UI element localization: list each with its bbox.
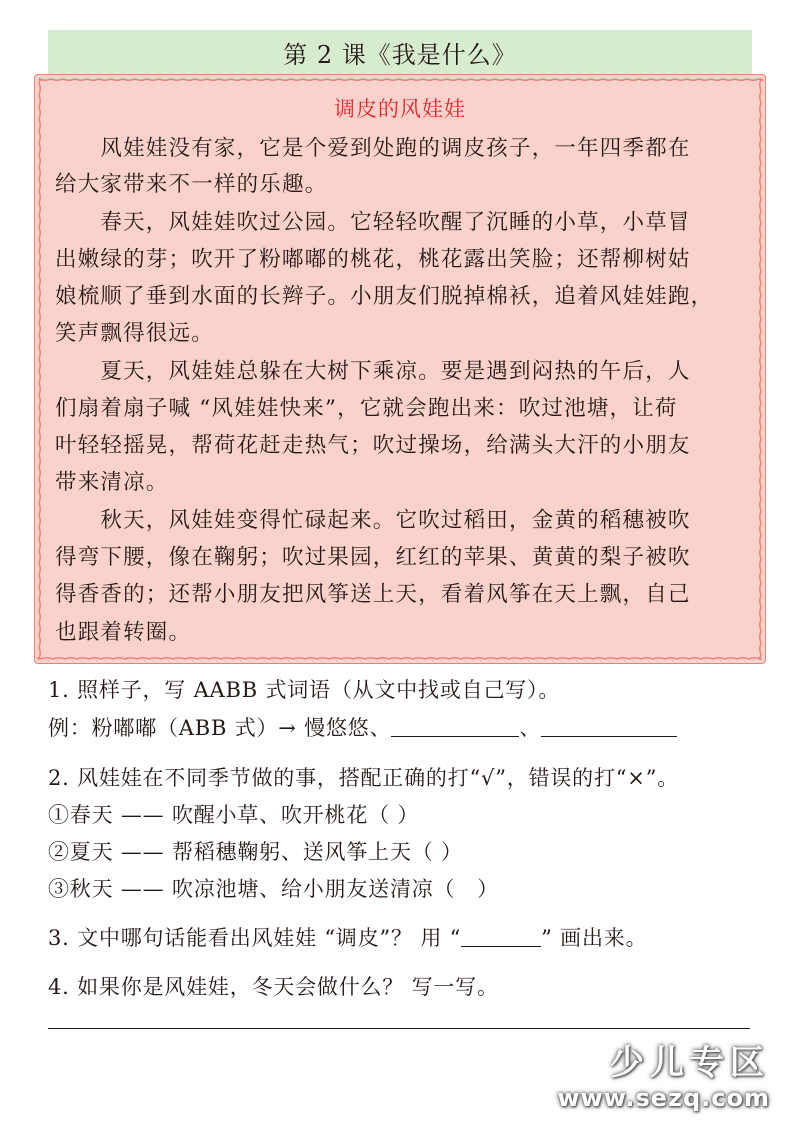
story-line: 笑声飘得很远。 xyxy=(55,321,214,346)
question-4: 4. 如果你是风娃娃，冬天会做什么？ 写一写。 xyxy=(48,975,499,999)
question-3 xyxy=(48,922,647,952)
question-1-example xyxy=(48,712,677,742)
question-3-suffix: ” 画出来。 xyxy=(541,926,648,950)
answer-line[interactable] xyxy=(48,1028,750,1029)
story-line: 夏天，风娃娃总躲在大树下乘凉。要是遇到闷热的午后，人 xyxy=(55,359,691,384)
watermark-name: 少儿专区 xyxy=(610,1043,770,1083)
separator: 、 xyxy=(519,716,542,740)
story-line: 娘梳顺了垂到水面的长辫子。小朋友们脱掉棉袄，追着风娃娃跑， xyxy=(55,284,714,309)
story-line: 带来清凉。 xyxy=(55,470,169,495)
story-line: 风娃娃没有家，它是个爱到处跑的调皮孩子，一年四季都在 xyxy=(55,136,691,161)
watermark-url: www.sezq.com xyxy=(557,1084,770,1112)
underline-sample xyxy=(461,945,541,947)
answer-blank[interactable] xyxy=(391,735,519,737)
story-title: 调皮的风娃娃 xyxy=(334,97,466,121)
story-line: 们扇着扇子喊 “风娃娃快来”，它就会跑出来：吹过池塘，让荷 xyxy=(55,396,678,421)
story-line: 给大家带来不一样的乐趣。 xyxy=(55,172,328,197)
question-2-item-spring[interactable]: ①春天 —— 吹醒小草、吹开桃花（ ） xyxy=(48,803,420,827)
lesson-title: 第 2 课《我是什么》 xyxy=(283,40,517,69)
lesson-title-bar xyxy=(48,30,752,74)
story-line: 秋天，风娃娃变得忙碌起来。它吹过稻田，金黄的稻穗被吹 xyxy=(55,508,691,533)
story-box xyxy=(34,74,766,664)
story-line: 春天，风娃娃吹过公园。它轻轻吹醒了沉睡的小草，小草冒 xyxy=(55,210,691,235)
story-line: 叶轻轻摇晃，帮荷花赶走热气；吹过操场，给满头大汗的小朋友 xyxy=(55,433,691,458)
story-line: 得弯下腰，像在鞠躬；吹过果园，红红的苹果、黄黄的梨子被吹 xyxy=(55,545,691,570)
story-line: 出嫩绿的芽；吹开了粉嘟嘟的桃花，桃花露出笑脸；还帮柳树姑 xyxy=(55,247,691,272)
answer-blank[interactable] xyxy=(541,735,677,737)
question-2: 2. 风娃娃在不同季节做的事，搭配正确的打“√”，错误的打“×”。 xyxy=(48,766,680,790)
story-line: 也跟着转圈。 xyxy=(55,620,192,645)
story-line: 得香香的；还帮小朋友把风筝送上天，看着风筝在天上飘，自己 xyxy=(55,582,691,607)
site-watermark xyxy=(557,1035,770,1112)
question-1-example-text: 例：粉嘟嘟（ABB 式）→ 慢悠悠、 xyxy=(48,716,392,740)
question-1: 1. 照样子，写 AABB 式词语（从文中找或自己写）。 xyxy=(48,678,561,702)
question-3-text: 3. 文中哪句话能看出风娃娃 “调皮”？ 用 “ xyxy=(48,926,462,950)
question-2-item-summer[interactable]: ②夏天 —— 帮稻穗鞠躬、送风筝上天（ ） xyxy=(48,840,463,864)
question-2-item-autumn[interactable]: ③秋天 —— 吹凉池塘、给小朋友送清凉（ ） xyxy=(48,877,499,901)
